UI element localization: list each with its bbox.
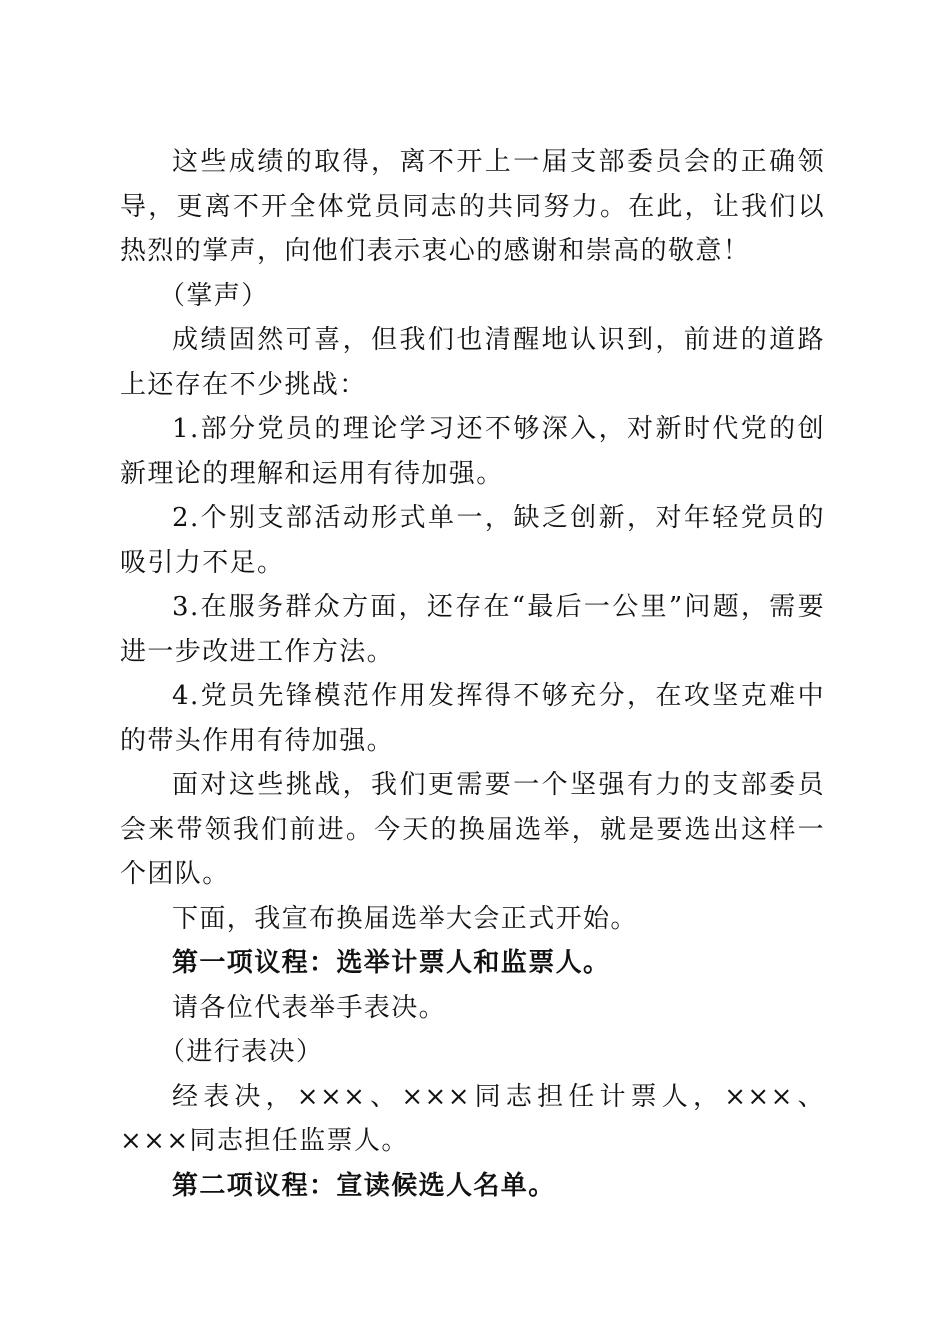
paragraph-announce-start: 下面，我宣布换届选举大会正式开始。	[172, 903, 638, 934]
list-item-challenge-4: 4.党员先锋模范作用发挥得不够充分，在攻坚克难中的带头作用有待加强。	[120, 681, 825, 756]
paragraph-vote-result: 经表决，×××、×××同志担任计票人，×××、×××同志担任监票人。	[120, 1081, 825, 1156]
paragraph-vote-request: 请各位代表举手表决。	[172, 992, 447, 1023]
document-body	[120, 140, 825, 1208]
paragraph-applause-note: （掌声）	[159, 280, 269, 311]
list-item-challenge-2: 2.个别支部活动形式单一，缺乏创新，对年轻党员的吸引力不足。	[120, 503, 825, 578]
paragraph-gratitude: 这些成绩的取得，离不开上一届支部委员会的正确领导，更离不开全体党员同志的共同努力。在此，让我们以热烈的掌声，向他们表示衷心的感谢和崇高的敬意！	[120, 147, 825, 266]
agenda-item-1-heading: 第一项议程：选举计票人和监票人。	[172, 948, 611, 978]
list-item-challenge-1: 1.部分党员的理论学习还不够深入，对新时代党的创新理论的理解和运用有待加强。	[120, 414, 825, 489]
agenda-item-2-heading: 第二项议程：宣读候选人名单。	[172, 1170, 556, 1201]
paragraph-face-challenges: 面对这些挑战，我们更需要一个坚强有力的支部委员会来带领我们前进。今天的换届选举，就是要选出这样一个团队。	[120, 770, 825, 889]
list-item-challenge-3: 3.在服务群众方面，还存在“最后一公里”问题，需要进一步改进工作方法。	[120, 592, 825, 667]
paragraph-voting-note: （进行表决）	[159, 1037, 324, 1067]
paragraph-challenges-intro: 成绩固然可喜，但我们也清醒地认识到，前进的道路上还存在不少挑战：	[120, 325, 825, 400]
